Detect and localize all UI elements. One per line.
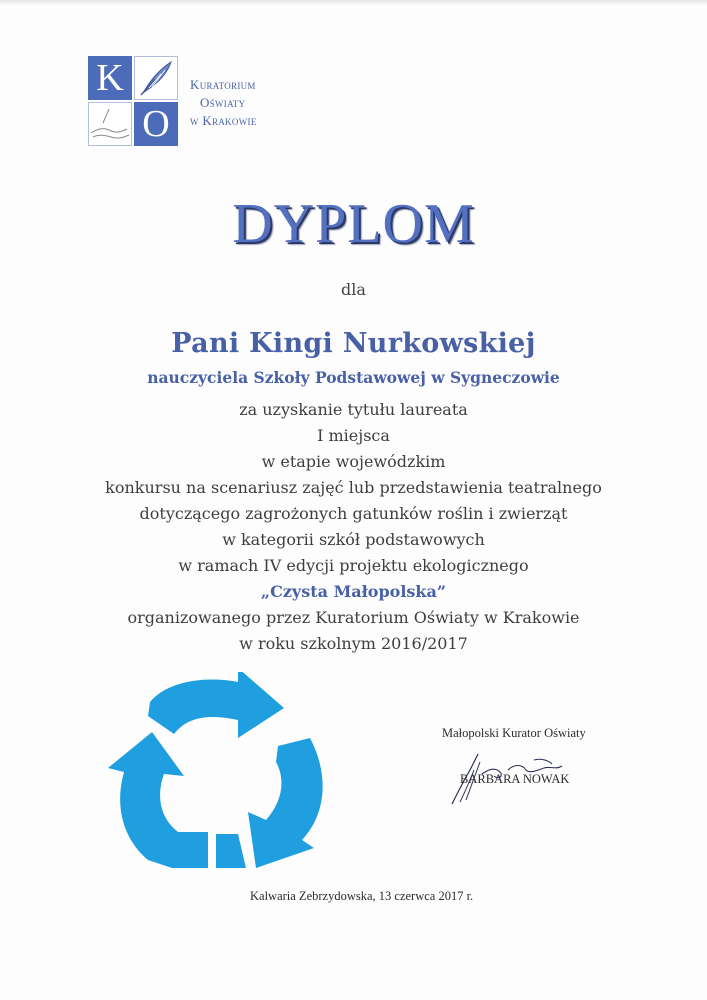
award-text bbox=[0, 397, 707, 657]
scan-edge bbox=[0, 0, 707, 6]
logo-name-line: w Krakowie bbox=[190, 113, 257, 128]
award-line: konkursu na scenariusz zajęć lub przedstawienia teatralnego bbox=[105, 478, 602, 497]
signatory-title: Małopolski Kurator Oświaty bbox=[442, 726, 586, 740]
kuratorium-logo bbox=[84, 52, 284, 148]
logo-letter-k: K bbox=[88, 56, 132, 100]
logo-name bbox=[190, 76, 257, 130]
award-line: dotyczącego zagrożonych gatunków roślin i zwierząt bbox=[139, 504, 568, 523]
diploma-title: DYPLOM bbox=[232, 193, 475, 255]
award-line: w kategorii szkół podstawowych bbox=[222, 530, 485, 549]
closing-line: w roku szkolnym 2016/2017 bbox=[239, 634, 468, 653]
hand-icon bbox=[88, 102, 132, 146]
for-word: dla bbox=[341, 280, 366, 299]
closing-line: organizowanego przez Kuratorium Oświaty w Krakowie bbox=[127, 608, 580, 627]
project-name: „Czysta Małopolska” bbox=[260, 582, 447, 601]
logo-name-line: Oświaty bbox=[200, 95, 246, 110]
recycle-icon bbox=[88, 672, 338, 902]
award-line: w ramach IV edycji projektu ekologicznego bbox=[178, 556, 529, 575]
award-line: w etapie wojewódzkim bbox=[261, 452, 446, 471]
quill-icon bbox=[134, 56, 178, 100]
signatory-name: BARBARA NOWAK bbox=[460, 772, 570, 786]
recipient-name: Pani Kingi Nurkowskiej bbox=[171, 328, 536, 359]
recipient-role: nauczyciela Szkoły Podstawowej w Sygneczowie bbox=[147, 368, 560, 387]
place-and-date: Kalwaria Zebrzydowska, 13 czerwca 2017 r. bbox=[250, 889, 474, 903]
award-line: za uzyskanie tytułu laureata bbox=[239, 400, 468, 419]
logo-grid bbox=[84, 52, 180, 148]
award-line: I miejsca bbox=[317, 426, 390, 445]
signature-block bbox=[430, 726, 640, 806]
logo-letter-o: O bbox=[134, 102, 178, 146]
logo-name-line: Kuratorium bbox=[190, 77, 256, 92]
